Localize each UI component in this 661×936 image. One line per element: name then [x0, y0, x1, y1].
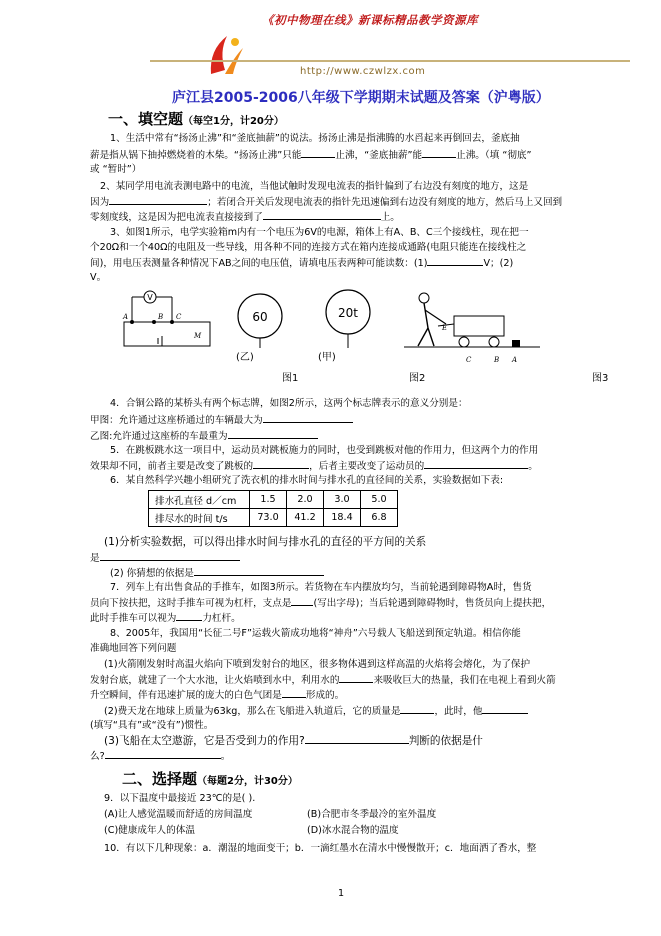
q6-part1-line1: (1)分析实验数据，可以得出排水时间与排水孔的直径的平方间的关系	[104, 536, 427, 548]
q7-line2: 员向下按扶把，这时手推车可视为杠杆，支点是 (写出字母)；当后轮遇到障碍物时，售货员向上提扶把，	[90, 595, 551, 612]
section-title: 一、填空题	[108, 110, 184, 128]
q8-line4: 发射台底，就建了一个大水池，让火焰喷到水中，利用水的 来吸收巨大的热量，我们在电视上看到火箭	[90, 672, 556, 689]
q9-stem: 9．以下温度中最接近 23℃的是( ).	[104, 793, 256, 804]
q5-line2: 效果却不同，前者主要是改变了跳板的 ，后者主要改变了运动员的 。	[90, 458, 538, 475]
q9-option-b: (B)合肥市冬季最冷的室外温度	[307, 809, 437, 820]
q4-line2: 甲图：允许通过这座桥通过的车辆最大为	[90, 412, 353, 429]
svg-text:A: A	[123, 313, 129, 321]
figure1-caption: 图1	[282, 373, 299, 384]
table-cell: 3.0	[324, 491, 361, 509]
svg-text:E: E	[442, 324, 448, 332]
q7-line3: 此时手推车可以视为 力杠杆。	[90, 610, 241, 627]
q8-line1: 8、2005年，我国用“长征二号F”运载火箭成功地将“神舟”六号载人飞船送到预定轨道。相信你能	[110, 628, 521, 639]
q6-line1: 6．某自然科学兴趣小组研究了洗衣机的排水时间与排水孔的直径间的关系，实验数据如下表:	[110, 475, 504, 486]
table-cell: 41.2	[287, 509, 324, 527]
table-cell: 2.0	[287, 491, 324, 509]
section-note: （每空1分，计20分）	[183, 116, 284, 127]
q3-line4: V。	[90, 272, 107, 283]
q6-part1-line2: 是	[90, 550, 240, 567]
q4-line1: 4．合铜公路的某桥头有两个标志牌，如图2所示，这两个标志牌表示的意义分别是：	[110, 398, 468, 409]
svg-text:(甲): (甲)	[318, 352, 336, 362]
header-banner: 《初中物理在线》新课标精品教学资源库	[262, 13, 478, 27]
q8-line5: 升空瞬间，伴有迅速扩展的庞大的白色气团是 形成的。	[90, 687, 344, 704]
q6-part2: (2) 你猜想的依据是	[110, 565, 324, 582]
q10-line1: 10．有以下几种现象：a．潮湿的地面变干；b．一滴红墨水在清水中慢慢散开；c．地面洒了香水，整	[104, 843, 537, 854]
header-divider	[150, 60, 630, 62]
section-heading	[108, 108, 284, 129]
page-number: 1	[338, 888, 345, 899]
figure3-cart	[402, 290, 542, 370]
figure3-caption: 图3	[592, 373, 609, 384]
svg-text:(乙): (乙)	[236, 352, 254, 362]
q9-option-c: (C)健康成年人的体温	[104, 825, 195, 836]
q9-option-d: (D)冰水混合物的温度	[307, 825, 399, 836]
q2-line3: 零刻度线，这是因为把电流表直接接到了 上。	[90, 209, 400, 226]
q8-line2: 准确地回答下列问题	[90, 643, 177, 654]
q1-line2: 薪是指从锅下抽掉燃烧着的木柴。“扬汤止沸”只能 止沸，“釜底抽薪”能 止沸。（填 “彻底”	[90, 147, 531, 164]
svg-text:A: A	[512, 356, 518, 364]
table-row	[149, 509, 398, 527]
svg-text:B: B	[494, 356, 500, 364]
svg-text:V: V	[147, 293, 153, 302]
q8-line3: (1)火箭刚发射时高温火焰向下喷到发射台的地区，很多物体遇到这样高温的火焰将会熔化，为了保护	[104, 659, 531, 670]
q8-line9: 么? 。	[90, 748, 230, 765]
q3-line3: 间)，用电压表测量各种情况下AB之间的电压值，请填电压表两种可能读数：(1) V；(2)	[90, 255, 513, 272]
table-cell: 6.8	[361, 509, 398, 527]
q9-option-a: (A)让人感觉温暖而舒适的房间温度	[104, 809, 253, 820]
site-logo-icon	[205, 30, 245, 78]
q2-line2: 因为 ；若闭合开关后发现电流表的指针先迅速偏到右边没有刻度的地方，然后马上又回到	[90, 194, 562, 211]
table-cell: 1.5	[250, 491, 287, 509]
sign-yi	[232, 290, 292, 362]
q3-line2: 个20Ω和一个40Ω的电阻及一些导线，用各种不同的连接方式在箱内连接成通路(电阻只能连在接线柱之	[90, 242, 527, 253]
q4-line3: 乙图:允许通过这座桥的车最重为	[90, 428, 318, 445]
section-note: （每题2分，计30分）	[197, 776, 298, 787]
figure1-circuit	[118, 288, 218, 354]
svg-text:C: C	[176, 313, 182, 321]
table-cell: 73.0	[250, 509, 287, 527]
figure2-caption: 图2	[409, 373, 426, 384]
q7-line1: 7．列车上有出售食品的手推车，如图3所示。若货物在车内摆放均匀，当前轮遇到障碍物A时，售货	[110, 582, 532, 593]
person-icon	[419, 293, 429, 303]
table-cell: 5.0	[361, 491, 398, 509]
section-heading	[122, 768, 298, 789]
sign-jia	[316, 286, 380, 362]
section-title: 二、选择题	[122, 770, 198, 788]
svg-text:C: C	[466, 356, 472, 364]
svg-text:60: 60	[252, 310, 268, 324]
table-header-cell: 排尽水的时间 t/s	[149, 509, 250, 527]
q1-line1: 1、生活中常有“扬汤止沸”和“釜底抽薪”的说法。扬汤止沸是指沸腾的水舀起来再倒回去，釜底抽	[110, 133, 520, 144]
obstacle-icon	[512, 340, 520, 347]
table-cell: 18.4	[324, 509, 361, 527]
q2-line1: 2、某同学用电流表测电路中的电流，当他试触时发现电流表的指针偏到了右边没有刻度的地方，这是	[100, 181, 529, 192]
header-url[interactable]: http://www.czwlzx.com	[300, 66, 426, 77]
q5-line1: 5．在跳板跳水这一项目中，运动员对跳板施力的同时，也受到跳板对他的作用力，但这两个力的作用	[110, 445, 539, 456]
q1-line3: 或 “暂时”）	[90, 164, 142, 175]
table-header-cell: 排水孔直径 d／cm	[149, 491, 250, 509]
q3-line1: 3、如图1所示，电学实验箱m内有一个电压为6V的电源，箱体上有A、B、C三个接线柱，现在把一	[110, 227, 529, 238]
q6-data-table	[148, 490, 398, 527]
q8-line7: (填写“具有”或“没有”)惯性。	[90, 720, 214, 731]
svg-text:20t: 20t	[338, 306, 358, 320]
svg-text:M: M	[194, 332, 202, 340]
svg-text:B: B	[158, 313, 164, 321]
q8-line8: (3)飞船在太空遨游，它是否受到力的作用? 判断的依据是什	[104, 735, 483, 747]
page-title: 庐江县2005-2006八年级下学期期末试题及答案（沪粤版）	[172, 90, 550, 106]
table-row	[149, 491, 398, 509]
q8-line6: (2)费天龙在地球上质量为63kg，那么在飞船进入轨道后，它的质量是 ，此时，他	[104, 703, 528, 720]
